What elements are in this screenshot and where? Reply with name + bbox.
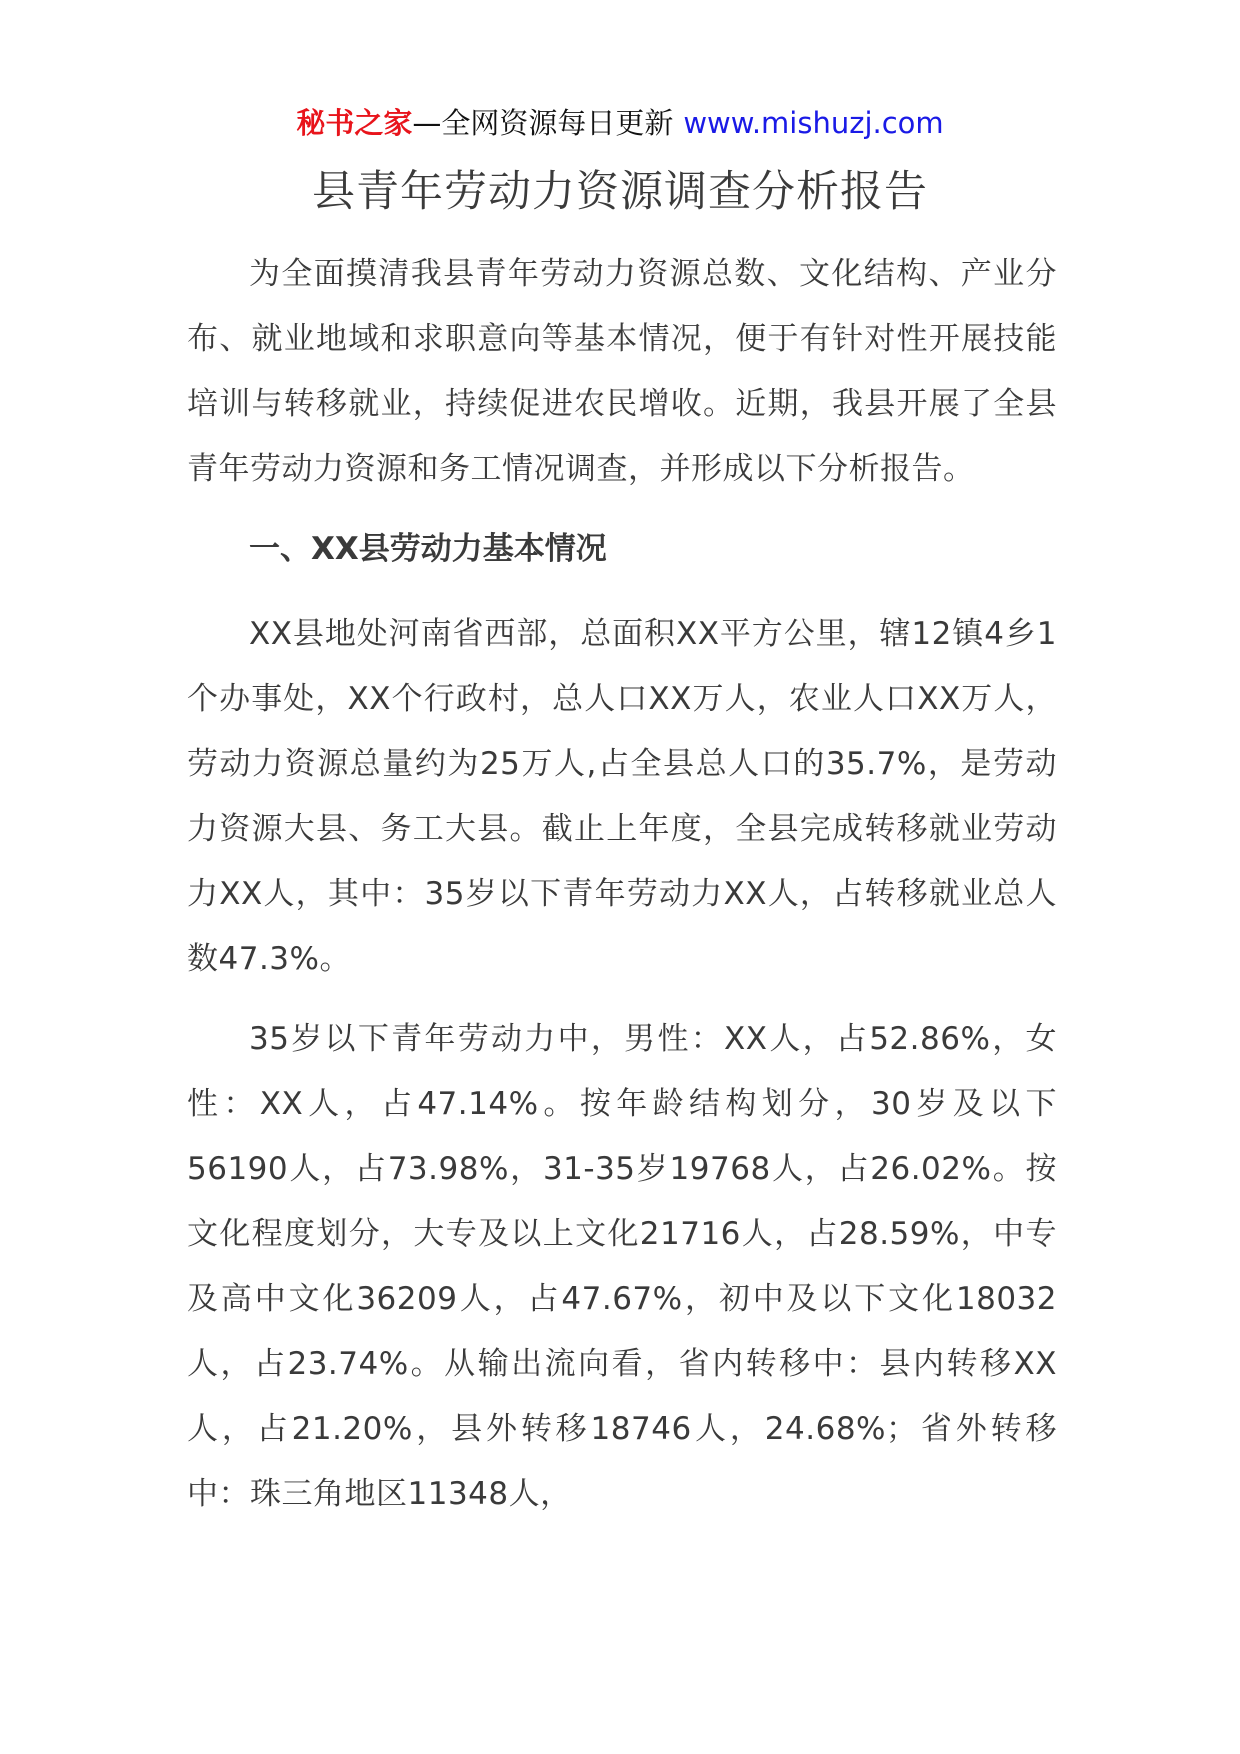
header-slogan: —全网资源每日更新 [412,106,674,140]
section1-paragraph-1: XX县地处河南省西部，总面积XX平方公里，辖12镇4乡1个办事处，XX个行政村，总人口XX万人，农业人口XX万人，劳动力资源总量约为25万人,占全县总人口的35.7%，是劳动力资源大县、务工大县。截止上年度，全县完成转移就业劳动力XX人，其中：35岁以下青年劳动力XX人，占转移就业总人数47.3%。 [187,616,1057,977]
section-heading-1: 一、XX县劳动力基本情况 [249,531,607,567]
section1-paragraph-2: 35岁以下青年劳动力中，男性：XX人，占52.86%，女性：XX人，占47.14%。按年龄结构划分，30岁及以下56190人，占73.98%，31-35岁19768人，占26.02%。按文化程度划分，大专及以上文化21716人，占28.59%，中专及高中文化36209人，占47.67%，初中及以下文化18032人，占23.74%。从输出流向看，省内转移中：县内转移XX人，占21.20%，县外转移18746人，24.68%；省外转移中：珠三角地区11348人， [187,1021,1057,1512]
site-header [0,103,1240,143]
document-title: 县青年劳动力资源调查分析报告 [312,167,928,217]
intro-paragraph: 为全面摸清我县青年劳动力资源总数、文化结构、产业分布、就业地域和求职意向等基本情况，便于有针对性开展技能培训与转移就业，持续促进农民增收。近期，我县开展了全县青年劳动力资源和务工情况调查，并形成以下分析报告。 [187,256,1057,487]
site-url-link[interactable]: www.mishuzj.com [683,106,944,140]
brand-name: 秘书之家 [296,106,413,140]
document-body [187,242,1057,1542]
